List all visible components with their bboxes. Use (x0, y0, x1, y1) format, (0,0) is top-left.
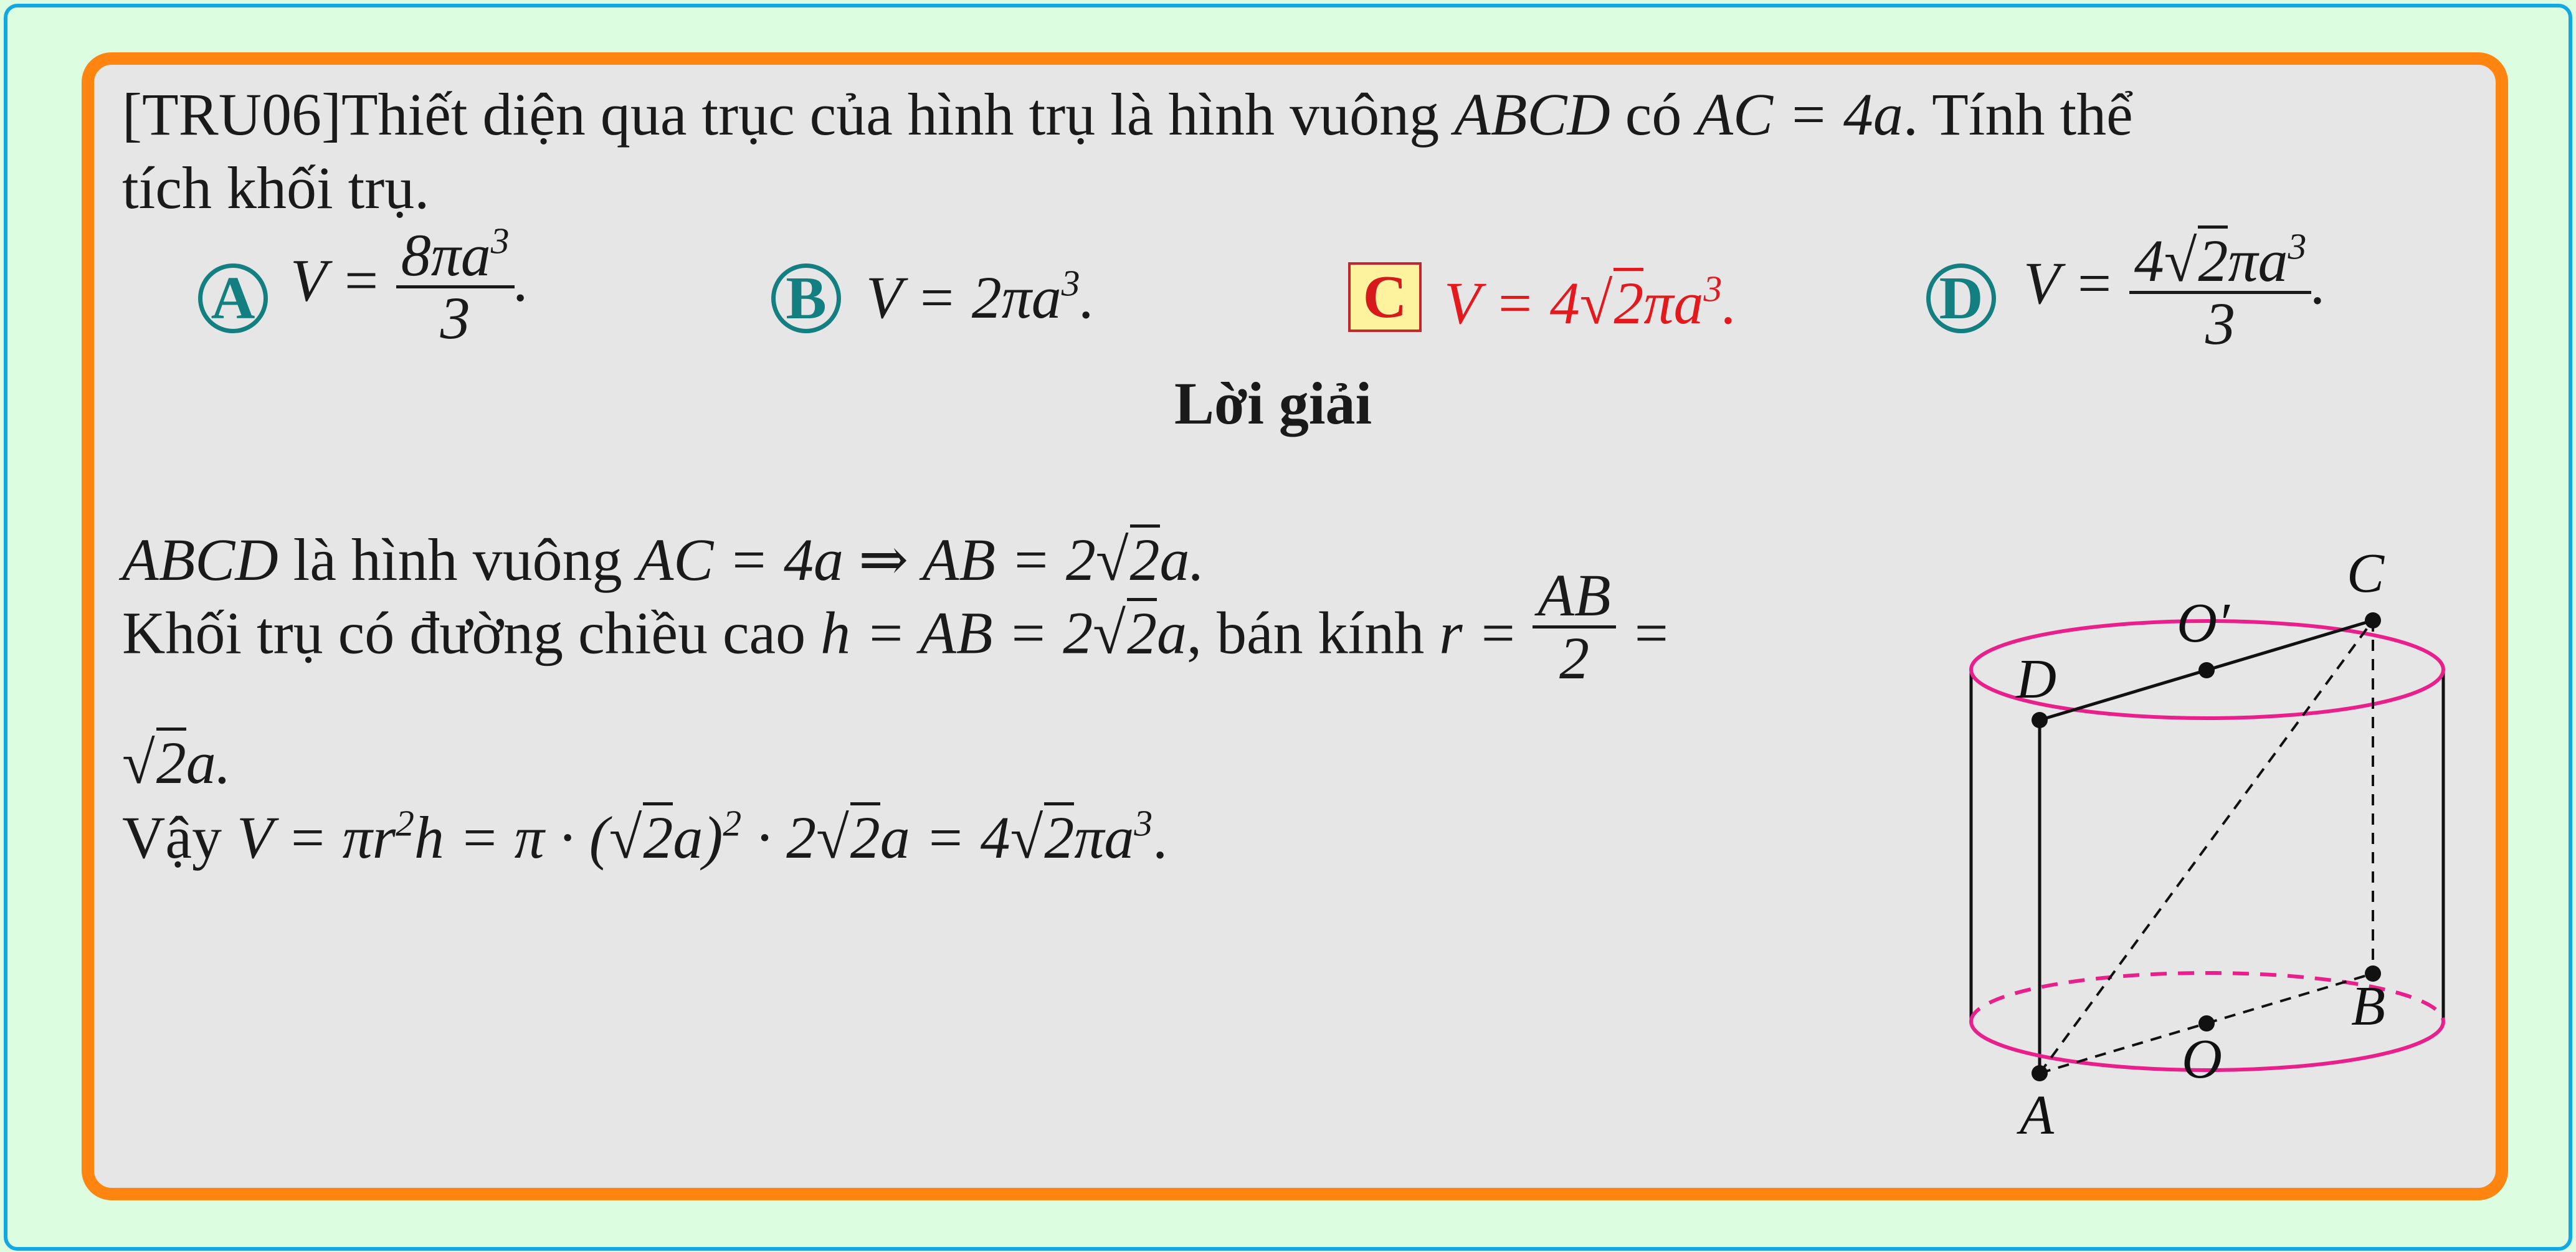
segment-AC (2040, 620, 2373, 1073)
solution-line-1: ABCD là hình vuông AC = 4a ⇒ AB = 2√2a. (122, 524, 1205, 590)
problem-code: [TRU06] (122, 81, 341, 148)
choice-b-text[interactable]: $V = 2\pi a^3$. (866, 262, 1095, 331)
label-A: A (2020, 1084, 2054, 1146)
choice-d-text[interactable]: V = $\frac{4√2\pi a^3}{3}$ . (2023, 225, 2327, 357)
choice-d-marker[interactable]: D (1926, 263, 1996, 333)
problem-line-1: [TRU06]Thiết diện qua trục của hình trụ là hình vuông ABCD có AC = 4a. Tính thể (122, 81, 2133, 148)
choice-c-marker-correct[interactable]: C (1348, 262, 1422, 332)
solution-line-3: √2a. (122, 728, 231, 793)
label-D: D (2016, 648, 2056, 710)
cylinder-figure (1962, 542, 2473, 1152)
solution-title: Lời giải (1174, 370, 1372, 437)
point-A (2032, 1065, 2048, 1081)
solution-line-2: Khối trụ có đường chiều cao h = AB = 2√2a, bán kính r = $\frac{AB}{2}$ = (122, 562, 1671, 691)
choice-c-text[interactable]: $V = 4√2\pi a^3$. (1444, 268, 1737, 336)
label-B: B (2351, 975, 2385, 1037)
solution-line-4: Vậy $V = \pi r^2h = \pi \cdot (√2a)^2 \cdot 2√2a = 4√2\pi a^3$. (122, 802, 1168, 871)
problem-line-2: tích khối trụ. (122, 154, 430, 221)
choice-a-text[interactable]: V = $\frac{8\pi a^3}{3}$ . (290, 220, 530, 351)
label-C: C (2347, 543, 2385, 604)
label-O: O (2182, 1028, 2222, 1090)
point-D (2032, 712, 2048, 728)
point-C (2365, 612, 2381, 628)
choice-a-marker[interactable]: A (198, 263, 268, 333)
point-O-prime (2198, 662, 2215, 678)
label-O-prime: O′ (2177, 592, 2230, 654)
choice-b-marker[interactable]: B (771, 263, 841, 333)
